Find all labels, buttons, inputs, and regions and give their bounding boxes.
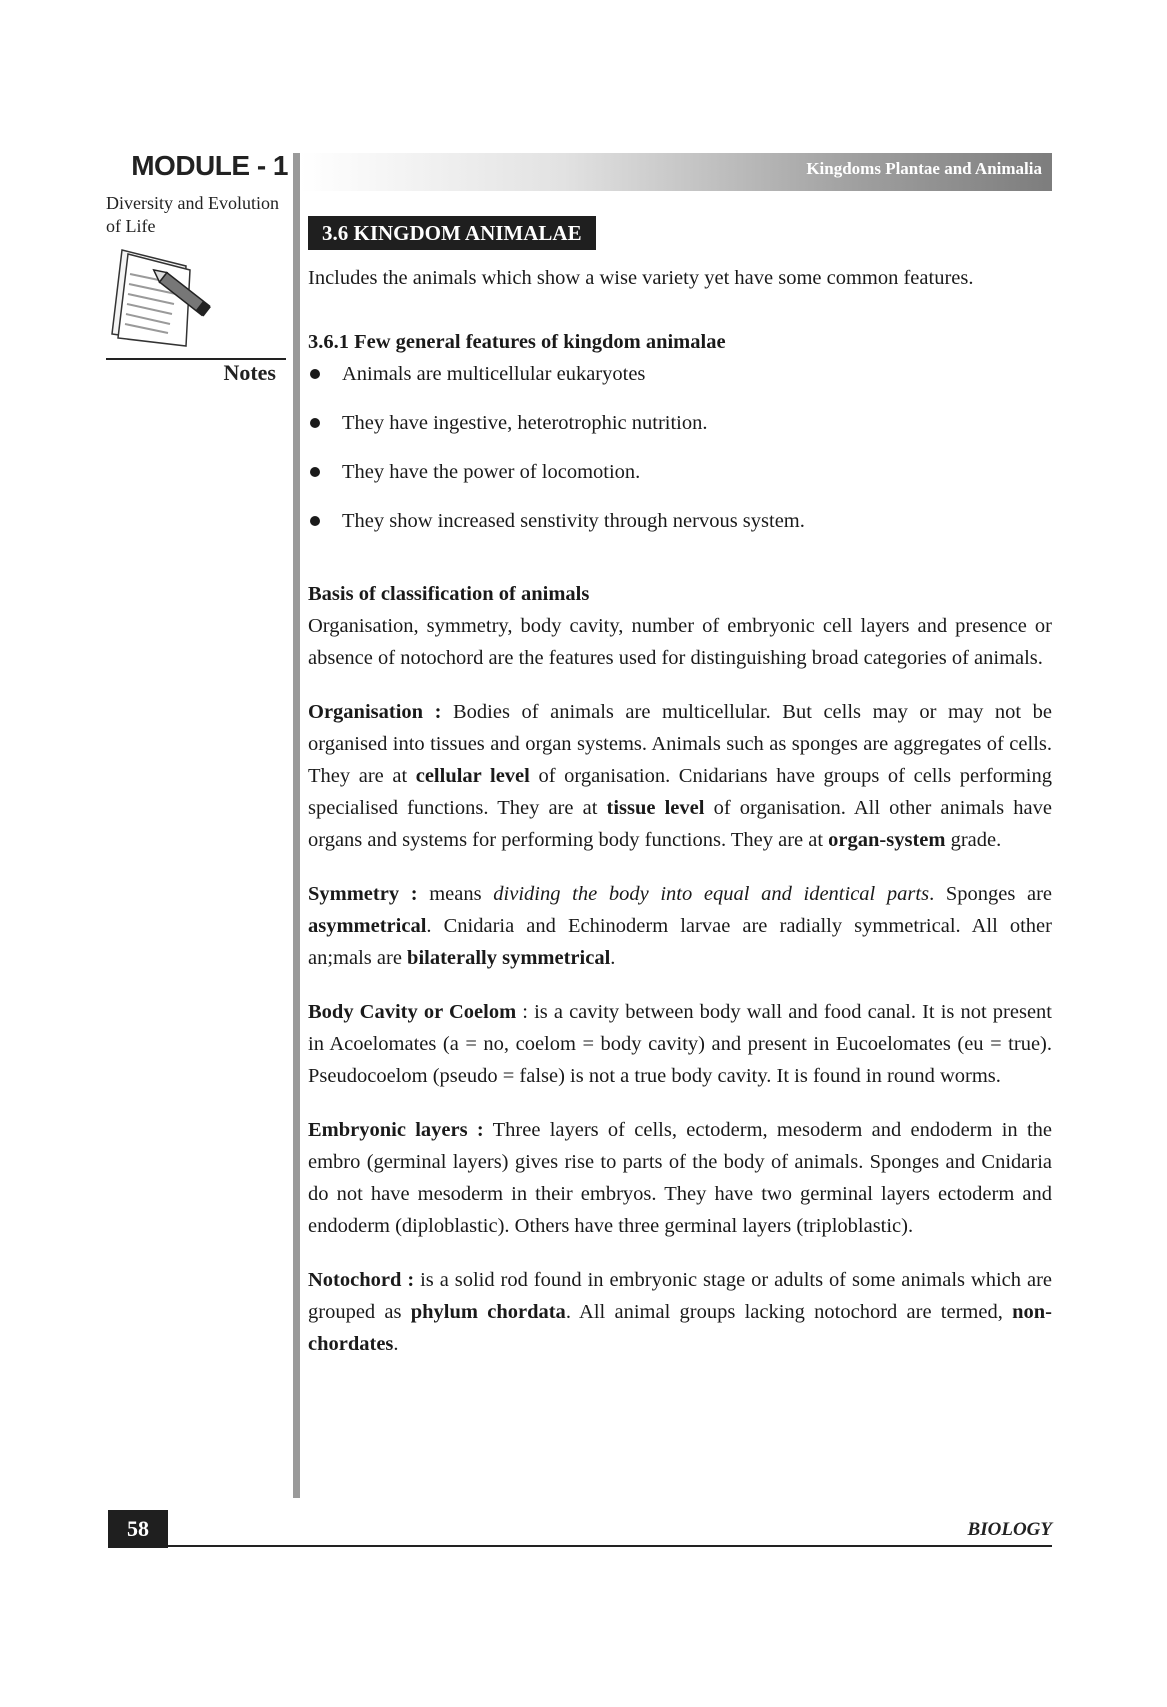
header-title: Kingdoms Plantae and Animalia	[806, 159, 1042, 178]
features-subheading: 3.6.1 Few general features of kingdom animalae	[308, 331, 726, 353]
list-item: They show increased senstivity through nervous system.	[308, 505, 1052, 554]
notepad-pencil-icon	[108, 244, 218, 349]
organisation-paragraph: Organisation : Bodies of animals are multicellular. But cells may or may not be organised into tissues and organ systems. Animals such as sponges are aggregates of cells. They are at cellular level of organisation. Cnidarians have groups of cells performing specialised functions. They are at tissue level of organisation. All other animals have organs and systems for performing body functions. They are at organ-system grade.	[308, 701, 1052, 851]
basis-heading: Basis of classification of animals	[308, 583, 590, 605]
main-content	[308, 262, 1052, 1382]
bullet-icon	[310, 418, 320, 428]
header-band	[300, 153, 1052, 191]
module-subtitle	[106, 192, 296, 238]
module-subtitle-line1: Diversity and Evolution	[106, 193, 279, 213]
list-item: Animals are multicellular eukaryotes	[308, 358, 1052, 407]
section-heading: 3.6 KINGDOM ANIMALAE	[308, 216, 596, 250]
list-item: They have ingestive, heterotrophic nutrition.	[308, 407, 1052, 456]
module-subtitle-line2: of Life	[106, 216, 156, 236]
bullet-icon	[310, 516, 320, 526]
bullet-icon	[310, 369, 320, 379]
bullet-icon	[310, 467, 320, 477]
basis-text: Organisation, symmetry, body cavity, number of embryonic cell layers and presence or absence of notochord are the features used for distinguishing broad categories of animals.	[308, 615, 1052, 669]
vertical-margin-bar	[293, 153, 300, 1498]
body-cavity-paragraph: Body Cavity or Coelom : is a cavity between body wall and food canal. It is not present in Acoelomates (a = no, coelom = body cavity) and present in Eucoelomates (eu = true). Pseudocoelom (pseudo = false) is not a true body cavity. It is found in round worms.	[308, 1001, 1053, 1087]
footer-divider	[168, 1545, 1052, 1547]
symmetry-paragraph: Symmetry : means dividing the body into equal and identical parts. Sponges are asymmetrical. Cnidaria and Echinoderm larvae are radially symmetrical. All other an;mals are bilaterally symmetrical.	[308, 883, 1053, 969]
page-number: 58	[108, 1510, 168, 1548]
module-title: MODULE - 1	[131, 150, 288, 181]
intro-text: Includes the animals which show a wise variety yet have some common features.	[308, 267, 974, 289]
embryonic-layers-paragraph: Embryonic layers : Three layers of cells, ectoderm, mesoderm and endoderm in the embro (germinal layers) gives rise to parts of the body of animals. Sponges and Cnidaria do not have mesoderm in their embryos. They have two germinal layers ectoderm and endoderm (diploblastic). Others have three germinal layers (triploblastic).	[308, 1119, 1053, 1237]
notes-label: Notes	[223, 360, 276, 385]
footer-subject: BIOLOGY	[967, 1519, 1052, 1540]
list-item: They have the power of locomotion.	[308, 456, 1052, 505]
features-list	[308, 358, 1052, 554]
notochord-paragraph: Notochord : is a solid rod found in embryonic stage or adults of some animals which are grouped as phylum chordata. All animal groups lacking notochord are termed, non-chordates.	[308, 1269, 1052, 1355]
